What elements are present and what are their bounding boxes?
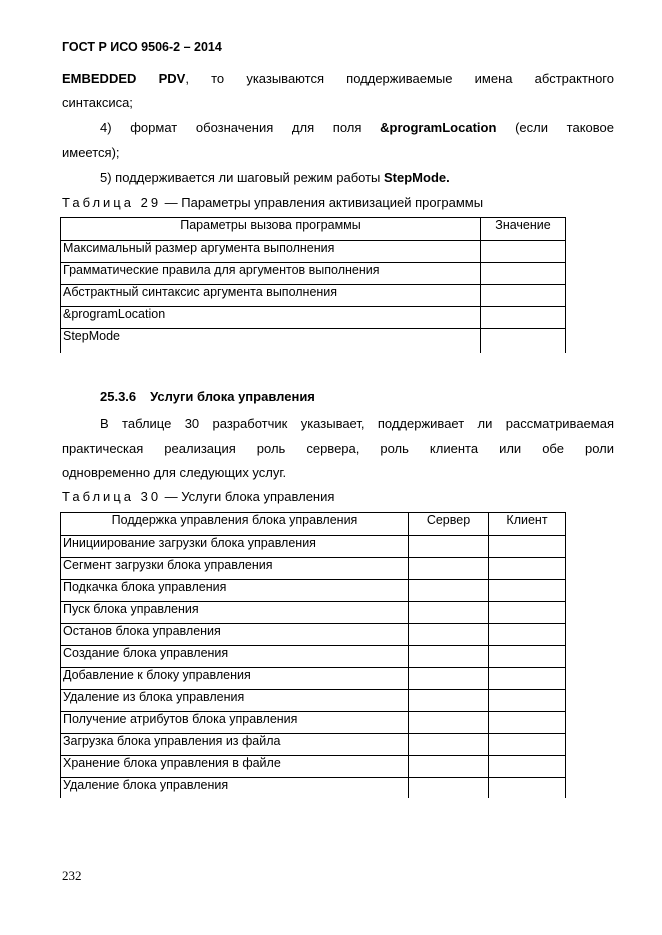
table-row	[61, 778, 566, 799]
table-cell: Останов блока управления	[61, 624, 409, 646]
column-header: Параметры вызова программы	[61, 218, 481, 241]
client-cell	[489, 624, 566, 646]
column-header: Значение	[481, 218, 566, 241]
client-cell	[489, 602, 566, 624]
table-cell: Добавление к блоку управления	[61, 668, 409, 690]
table-cell: Получение атрибутов блока управления	[61, 712, 409, 734]
table-row	[61, 580, 566, 602]
table-30-caption	[62, 489, 334, 504]
table-cell: Грамматические правила для аргументов выполнения	[61, 263, 481, 285]
table-row	[61, 624, 566, 646]
paragraph-2-line-1	[100, 116, 614, 140]
server-cell	[409, 668, 489, 690]
client-cell	[489, 712, 566, 734]
column-header: Сервер	[409, 513, 489, 536]
table-cell: StepMode	[61, 329, 481, 354]
table-row	[61, 558, 566, 580]
server-cell	[409, 734, 489, 756]
paragraph-4-line-1: В таблице 30 разработчик указывает, поддерживает ли рассматриваемая	[100, 416, 614, 431]
table-row	[61, 329, 566, 354]
page-number: 232	[62, 868, 82, 883]
table-header-row	[61, 218, 566, 241]
column-header: Поддержка управления блока управления	[61, 513, 409, 536]
section-title: Услуги блока управления	[150, 389, 315, 404]
paragraph-2-suffix: (если таковое	[496, 120, 614, 135]
server-cell	[409, 690, 489, 712]
table-cell: Пуск блока управления	[61, 602, 409, 624]
value-cell	[481, 329, 566, 354]
paragraph-2-line-2: имеется);	[62, 145, 120, 160]
paragraph-1-text: , то указываются поддерживаемые имена абстрактного	[185, 71, 614, 86]
document-header: ГОСТ Р ИСО 9506-2 – 2014	[62, 40, 222, 54]
table-cell: Инициирование загрузки блока управления	[61, 536, 409, 558]
server-cell	[409, 646, 489, 668]
server-cell	[409, 602, 489, 624]
table-row	[61, 307, 566, 329]
table-row	[61, 602, 566, 624]
table-row	[61, 263, 566, 285]
client-cell	[489, 580, 566, 602]
client-cell	[489, 646, 566, 668]
column-header: Клиент	[489, 513, 566, 536]
server-cell	[409, 624, 489, 646]
paragraph-3-prefix: 5) поддерживается ли шаговый режим работы	[100, 170, 385, 185]
table-header-row	[61, 513, 566, 536]
client-cell	[489, 734, 566, 756]
paragraph-1-line-2: синтаксиса;	[62, 95, 133, 110]
table-row	[61, 646, 566, 668]
paragraph-2-prefix: 4) формат обозначения для поля	[100, 120, 381, 135]
program-location-term: &programLocation	[380, 120, 497, 135]
client-cell	[489, 536, 566, 558]
paragraph-3	[100, 166, 652, 190]
table-30	[60, 512, 566, 798]
value-cell	[481, 307, 566, 329]
server-cell	[409, 536, 489, 558]
server-cell	[409, 712, 489, 734]
table-cell: Максимальный размер аргумента выполнения	[61, 241, 481, 263]
client-cell	[489, 558, 566, 580]
table-cell: Загрузка блока управления из файла	[61, 734, 409, 756]
stepmode-term: StepMode.	[384, 170, 450, 185]
table-row	[61, 690, 566, 712]
value-cell	[481, 241, 566, 263]
table-cell: Создание блока управления	[61, 646, 409, 668]
table-row	[61, 241, 566, 263]
section-heading	[100, 389, 315, 404]
client-cell	[489, 778, 566, 799]
server-cell	[409, 580, 489, 602]
client-cell	[489, 756, 566, 778]
server-cell	[409, 558, 489, 580]
table-cell: Удаление из блока управления	[61, 690, 409, 712]
table-row	[61, 712, 566, 734]
server-cell	[409, 756, 489, 778]
table-row	[61, 285, 566, 307]
table-cell: Подкачка блока управления	[61, 580, 409, 602]
table-29-caption	[62, 195, 483, 210]
client-cell	[489, 690, 566, 712]
table-29-label: Таблица 29	[62, 195, 162, 210]
paragraph-4-line-3: одновременно для следующих услуг.	[62, 465, 287, 480]
client-cell	[489, 668, 566, 690]
table-cell: Удаление блока управления	[61, 778, 409, 799]
table-row	[61, 734, 566, 756]
paragraph-1-line-1	[62, 67, 614, 91]
table-row	[61, 756, 566, 778]
paragraph-4-line-2: практическая реализация роль сервера, роль клиента или обе роли	[62, 441, 614, 456]
value-cell	[481, 285, 566, 307]
table-row	[61, 536, 566, 558]
value-cell	[481, 263, 566, 285]
table-30-label: Таблица 30	[62, 489, 162, 504]
table-cell: Абстрактный синтаксис аргумента выполнения	[61, 285, 481, 307]
table-29-title: — Параметры управления активизацией программы	[161, 195, 484, 210]
table-30-title: — Услуги блока управления	[161, 489, 335, 504]
table-cell: Хранение блока управления в файле	[61, 756, 409, 778]
table-29	[60, 217, 566, 353]
table-row	[61, 668, 566, 690]
server-cell	[409, 778, 489, 799]
table-cell: &programLocation	[61, 307, 481, 329]
table-cell: Сегмент загрузки блока управления	[61, 558, 409, 580]
section-number: 25.3.6	[100, 389, 137, 404]
embedded-pdv-term: EMBEDDED PDV	[62, 71, 186, 86]
